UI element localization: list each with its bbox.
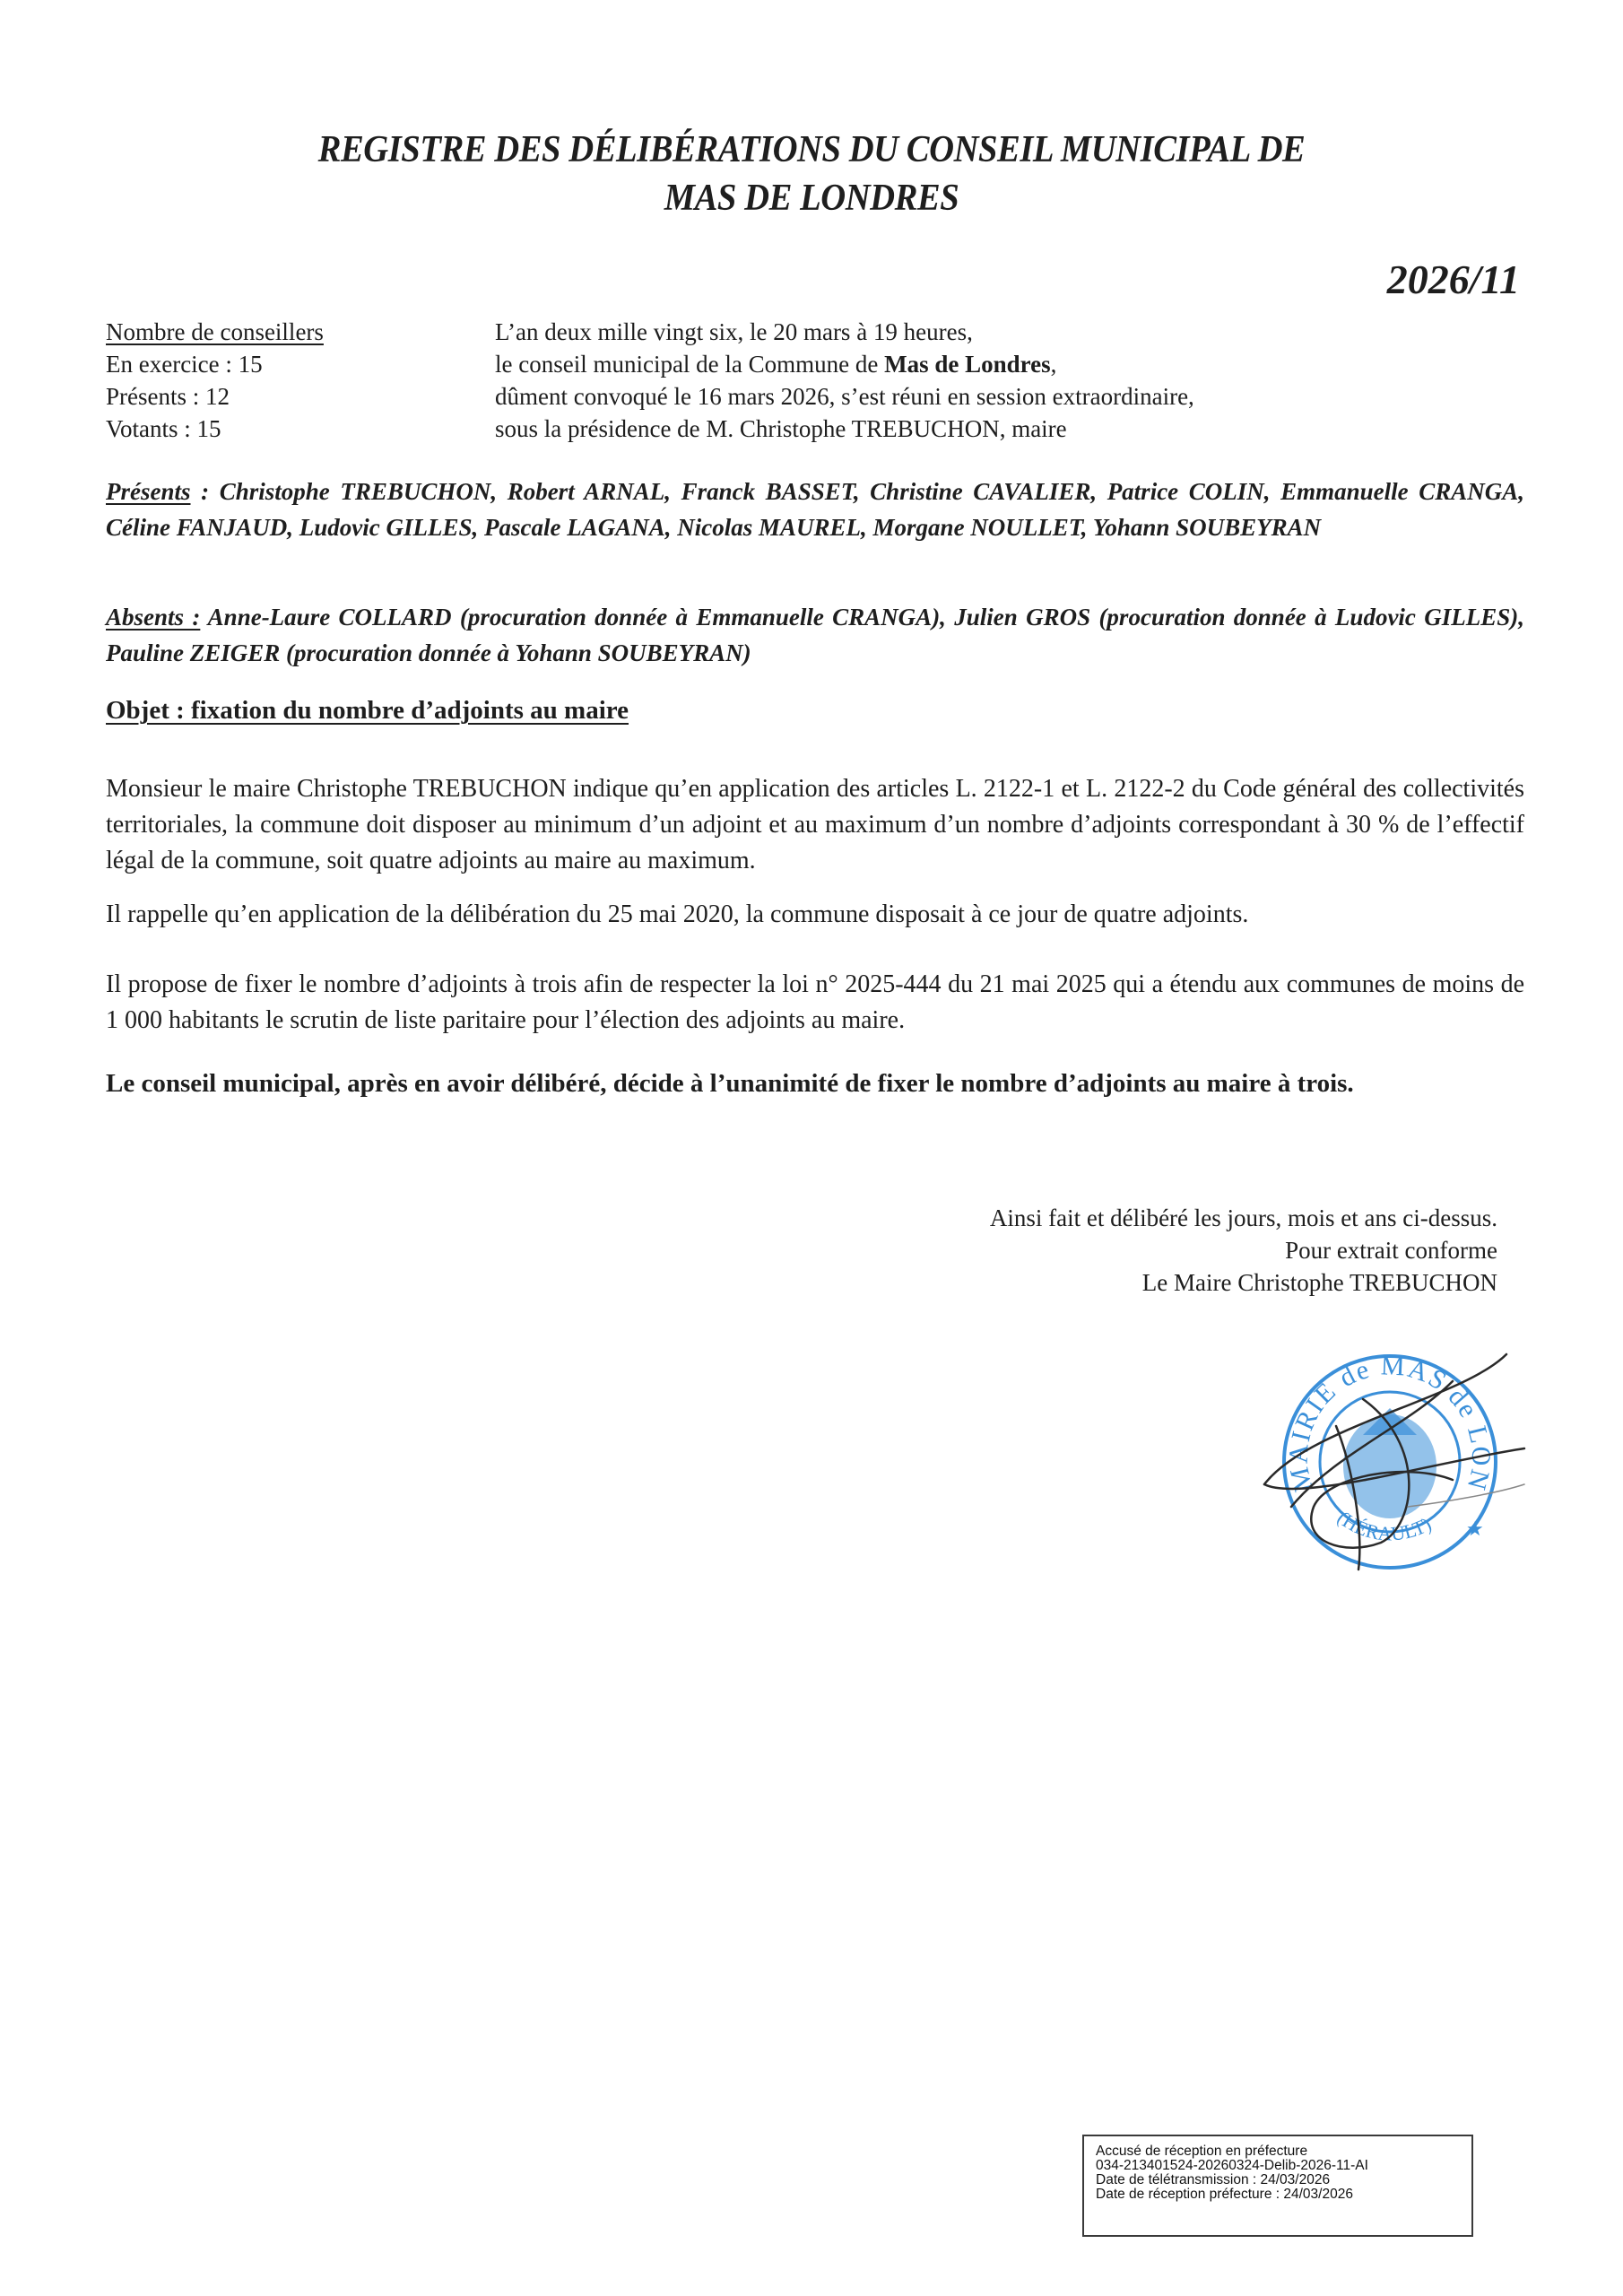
session-line-1: L’an deux mille vingt six, le 20 mars à 19 heures,: [495, 318, 973, 345]
body-paragraph-2: Il rappelle qu’en application de la délibération du 25 mai 2020, la commune disposait à ce jour de quatre adjoints.: [106, 900, 1249, 928]
ack-line-1: Accusé de réception en préfecture: [1096, 2144, 1308, 2159]
presents-list: Christophe TREBUCHON, Robert ARNAL, Franck BASSET, Christine CAVALIER, Patrice COLIN, Emmanuelle CRANGA, Céline FANJAUD, Ludovic GILLES, Pascale LAGANA, Nicolas MAUREL, Morgane NOULLET, Yohann SOUBEYRAN: [106, 478, 1524, 541]
stamp-text-bottom: (HÉRAULT): [1332, 1506, 1436, 1545]
stamp-svg: [1228, 1327, 1533, 1578]
closing-block: [990, 1202, 1497, 1299]
count-en-exercice: En exercice : 15: [106, 351, 263, 378]
closing-line-2: Pour extrait conforme: [1285, 1237, 1497, 1264]
ack-reference: 034-213401524-20260324-Delib-2026-11-AI: [1096, 2158, 1368, 2173]
presents-label: Présents: [106, 478, 191, 505]
mayor-signature-name: Le Maire Christophe TREBUCHON: [1141, 1269, 1497, 1296]
deliberation-subject: Objet : fixation du nombre d’adjoints au maire: [106, 696, 629, 725]
body-paragraph-1: Monsieur le maire Christophe TREBUCHON indique qu’en application des articles L. 2122-1 et L. 2122-2 du Code général des collectivités territoriales, la commune doit disposer au minimum d’un adjoint et au maximum d’un nombre d’adjoints correspondant à 30 % de l’effectif légal de la commune, soit quatre adjoints au maire au maximum.: [106, 775, 1524, 874]
svg-text:★: ★: [1466, 1518, 1484, 1540]
ack-reception-date: Date de réception préfecture : 24/03/2026: [1096, 2187, 1353, 2202]
ack-transmission-date: Date de télétransmission : 24/03/2026: [1096, 2172, 1331, 2187]
absents-paragraph: [106, 599, 1524, 671]
mairie-stamp-and-signature: [1228, 1327, 1533, 1578]
count-presents: Présents : 12: [106, 383, 230, 410]
absents-list: Anne-Laure COLLARD (procuration donnée à Emmanuelle CRANGA), Julien GROS (procuration donnée à Ludovic GILLES), Pauline ZEIGER (procuration donnée à Yohann SOUBEYRAN): [106, 604, 1524, 666]
presents-separator: :: [190, 478, 220, 505]
session-line-3: dûment convoqué le 16 mars 2026, s’est réuni en session extraordinaire,: [495, 383, 1194, 410]
counts-heading: Nombre de conseillers: [106, 318, 324, 345]
commune-name: Mas de Londres: [884, 351, 1051, 378]
session-details: [495, 316, 1194, 445]
session-line-4: sous la présidence de M. Christophe TREBUCHON, maire: [495, 415, 1067, 442]
closing-line-1: Ainsi fait et délibéré les jours, mois et ans ci-dessus.: [989, 1205, 1497, 1231]
presents-paragraph: [106, 474, 1524, 545]
session-line-2-prefix: le conseil municipal de la Commune de: [495, 351, 885, 378]
councillor-counts: [106, 316, 324, 445]
stamp-text-top: MAIRIE de MAS de LON: [1283, 1351, 1497, 1495]
decision-paragraph: Le conseil municipal, après en avoir délibéré, décide à l’unanimité de fixer le nombre d’adjoints au maire à trois.: [106, 1069, 1354, 1098]
deliberation-number: 2026/11: [1386, 257, 1520, 302]
absents-label: Absents :: [106, 604, 201, 631]
body-paragraph-3: Il propose de fixer le nombre d’adjoints à trois afin de respecter la loi n° 2025-444 du 21 mai 2025 qui a étendu aux communes de moins de 1 000 habitants le scrutin de liste paritaire pour l’élection des adjoints au maire.: [106, 970, 1524, 1034]
title-line-1: REGISTRE DES DÉLIBÉRATIONS DU CONSEIL MUNICIPAL DE: [317, 129, 1306, 170]
title-line-2: MAS DE LONDRES: [664, 178, 959, 219]
prefecture-acknowledgement-box: [1082, 2135, 1473, 2237]
session-line-2-suffix: ,: [1050, 351, 1057, 378]
count-votants: Votants : 15: [106, 415, 221, 442]
session-line-2: [495, 348, 1194, 380]
document-title: [230, 126, 1393, 222]
